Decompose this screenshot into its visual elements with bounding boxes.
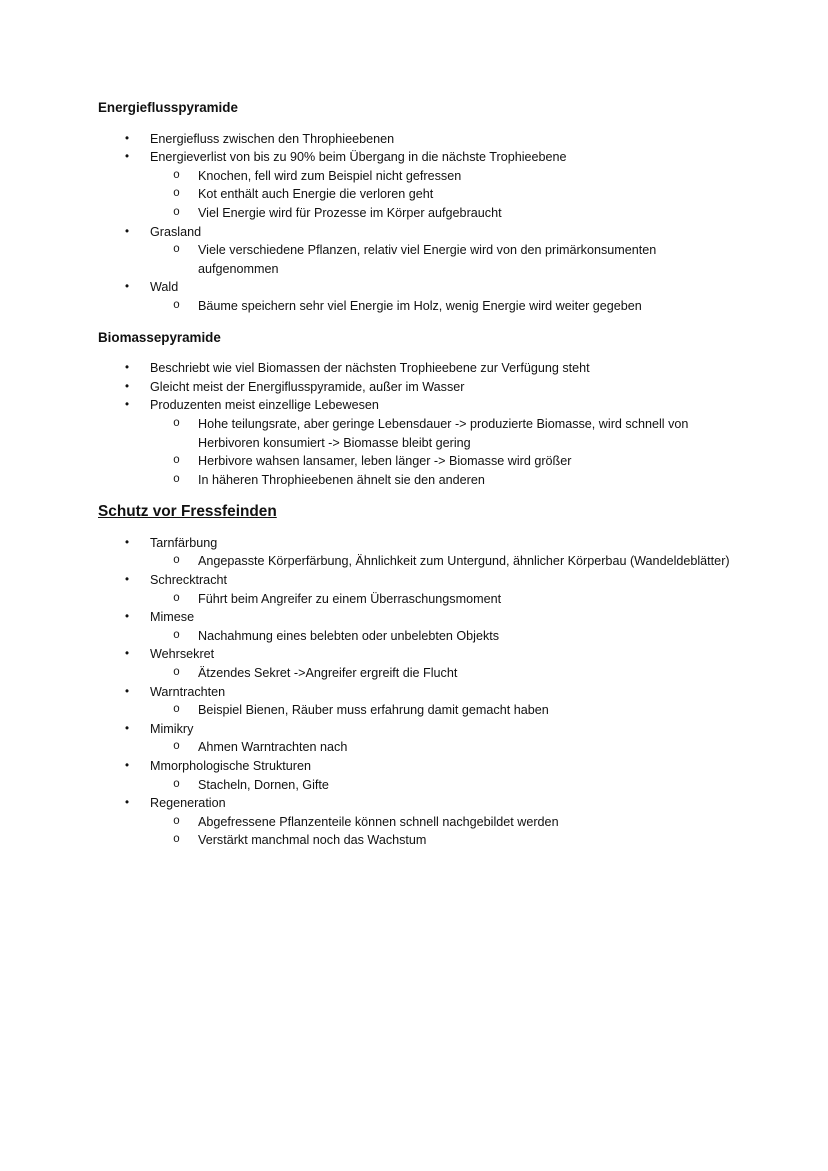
list-item [125, 223, 730, 242]
list-item [125, 683, 730, 702]
document-content [98, 99, 730, 850]
bullet-circle-icon: o [173, 298, 180, 312]
list-item [173, 831, 730, 850]
bullet-circle-icon: o [173, 591, 180, 605]
section-heading: Energieflusspyramide [98, 100, 238, 115]
bullet-disc-icon: • [125, 611, 130, 624]
list-item-text: Viel Energie wird für Prozesse im Körper aufgebraucht [198, 205, 502, 220]
list-item-text: Nachahmung eines belebten oder unbelebten Objekts [198, 628, 500, 643]
list-item [173, 590, 730, 609]
bullet-disc-icon: • [125, 722, 130, 735]
bullet-disc-icon: • [125, 685, 130, 698]
list-item-text: Führt beim Angreifer zu einem Überraschungsmoment [198, 591, 502, 606]
list-item [173, 664, 730, 683]
bullet-circle-icon: o [173, 833, 180, 847]
bullet-disc-icon: • [125, 132, 130, 145]
list-item-text: Beispiel Bienen, Räuber muss erfahrung damit gemacht haben [198, 703, 549, 718]
list-item-text: Wald [150, 280, 179, 295]
list-item-text: Verstärkt manchmal noch das Wachstum [198, 833, 427, 848]
bullet-circle-icon: o [173, 740, 180, 754]
list-item [125, 278, 730, 297]
list-item [173, 627, 730, 646]
bullet-disc-icon: • [125, 760, 130, 772]
bullet-circle-icon: o [173, 416, 180, 430]
list-item-text: Angepasste Körperfärbung, Ähnlichkeit zum Untergund, ähnlicher Körperbau (Wandeldeblätter) [198, 554, 730, 569]
bullet-circle-icon: o [173, 243, 180, 257]
list-item [125, 757, 730, 776]
list-item-text: Bäume speichern sehr viel Energie im Holz, wenig Energie wird weiter gegeben [198, 298, 642, 313]
list-item [173, 776, 730, 795]
list-item [173, 241, 730, 278]
list-item [125, 378, 730, 397]
bullet-circle-icon: o [173, 666, 180, 680]
list-item [125, 571, 730, 590]
list-item [173, 552, 730, 571]
list-item [173, 813, 730, 832]
list-item-text: Energieverlist von bis zu 90% beim Übergang in die nächste Trophieebene [150, 150, 567, 165]
bullet-disc-icon: • [125, 380, 130, 393]
list-item [125, 396, 730, 415]
bullet-circle-icon: o [173, 814, 180, 828]
list-item [125, 794, 730, 813]
bullet-disc-icon: • [125, 362, 130, 375]
list-item [173, 738, 730, 757]
list-item [125, 720, 730, 739]
list-item [125, 534, 730, 553]
bullet-disc-icon: • [125, 151, 130, 164]
list-item-text: Warntrachten [150, 684, 226, 699]
list-item [173, 471, 730, 490]
list-item [173, 701, 730, 720]
list-item-text: Wehrsekret [150, 647, 215, 662]
list-item-text: Produzenten meist einzellige Lebewesen [150, 398, 379, 413]
list-item-text: In häheren Throphieebenen ähnelt sie den anderen [198, 472, 485, 487]
list-item [173, 297, 730, 316]
section-heading: Schutz vor Fressfeinden [98, 503, 277, 521]
list-item [173, 204, 730, 223]
bullet-disc-icon: • [125, 536, 130, 549]
bullet-circle-icon: o [173, 168, 180, 182]
bullet-circle-icon: o [173, 554, 180, 568]
list-item-text: Kot enthält auch Energie die verloren geht [198, 187, 434, 202]
list-item-text: Herbivore wahsen lansamer, leben länger -> Biomasse wird größer [198, 454, 572, 469]
list-item [173, 415, 730, 452]
list-item-text: Ätzendes Sekret ->Angreifer ergreift die Flucht [198, 666, 458, 681]
list-item [173, 185, 730, 204]
list-item-text: Knochen, fell wird zum Beispiel nicht gefressen [198, 168, 462, 183]
bullet-list [98, 359, 730, 489]
list-item [125, 359, 730, 378]
bullet-disc-icon: • [125, 574, 130, 587]
bullet-disc-icon: • [125, 648, 130, 661]
list-item-text: Energiefluss zwischen den Throphieebenen [150, 131, 395, 146]
list-item-text: Stacheln, Dornen, Gifte [198, 777, 329, 792]
list-item [173, 452, 730, 471]
list-item [125, 645, 730, 664]
bullet-disc-icon: • [125, 281, 130, 294]
list-item-text: Gleicht meist der Energiflusspyramide, außer im Wasser [150, 379, 465, 394]
list-item-text: Schrecktracht [150, 573, 227, 588]
list-item-text: Beschriebt wie viel Biomassen der nächsten Trophieebene zur Verfügung steht [150, 361, 590, 376]
list-item [173, 167, 730, 186]
bullet-circle-icon: o [173, 187, 180, 201]
bullet-disc-icon: • [125, 797, 130, 810]
list-item-text: Mmorphologische Strukturen [150, 759, 311, 773]
list-item [125, 608, 730, 627]
bullet-disc-icon: • [125, 225, 130, 238]
list-item-text: Ahmen Warntrachten nach [198, 740, 348, 755]
section-heading: Biomassepyramide [98, 329, 221, 345]
list-item-text: Regeneration [150, 796, 226, 811]
list-item-text: Hohe teilungsrate, aber geringe Lebensdauer -> produzierte Biomasse, wird schnell von Herbivoren konsumiert -> Biomasse bleibt gering [198, 416, 689, 450]
list-item [125, 148, 730, 167]
bullet-circle-icon: o [173, 628, 180, 642]
list-item-text: Mimese [150, 610, 195, 625]
list-item-text: Mimikry [150, 721, 194, 736]
list-item-text: Abgefressene Pflanzenteile können schnell nachgebildet werden [198, 814, 559, 829]
bullet-circle-icon: o [173, 454, 180, 468]
list-item-text: Tarnfärbung [150, 535, 218, 550]
bullet-circle-icon: o [173, 703, 180, 717]
list-item-text: Viele verschiedene Pflanzen, relativ viel Energie wird von den primärkonsumenten aufgenommen [198, 243, 657, 276]
bullet-list [98, 534, 730, 850]
list-item [125, 130, 730, 149]
bullet-disc-icon: • [125, 399, 130, 412]
bullet-list [98, 130, 730, 316]
bullet-circle-icon: o [173, 472, 180, 486]
list-item-text: Grasland [150, 224, 202, 239]
bullet-circle-icon: o [173, 205, 180, 219]
bullet-circle-icon: o [173, 777, 180, 791]
